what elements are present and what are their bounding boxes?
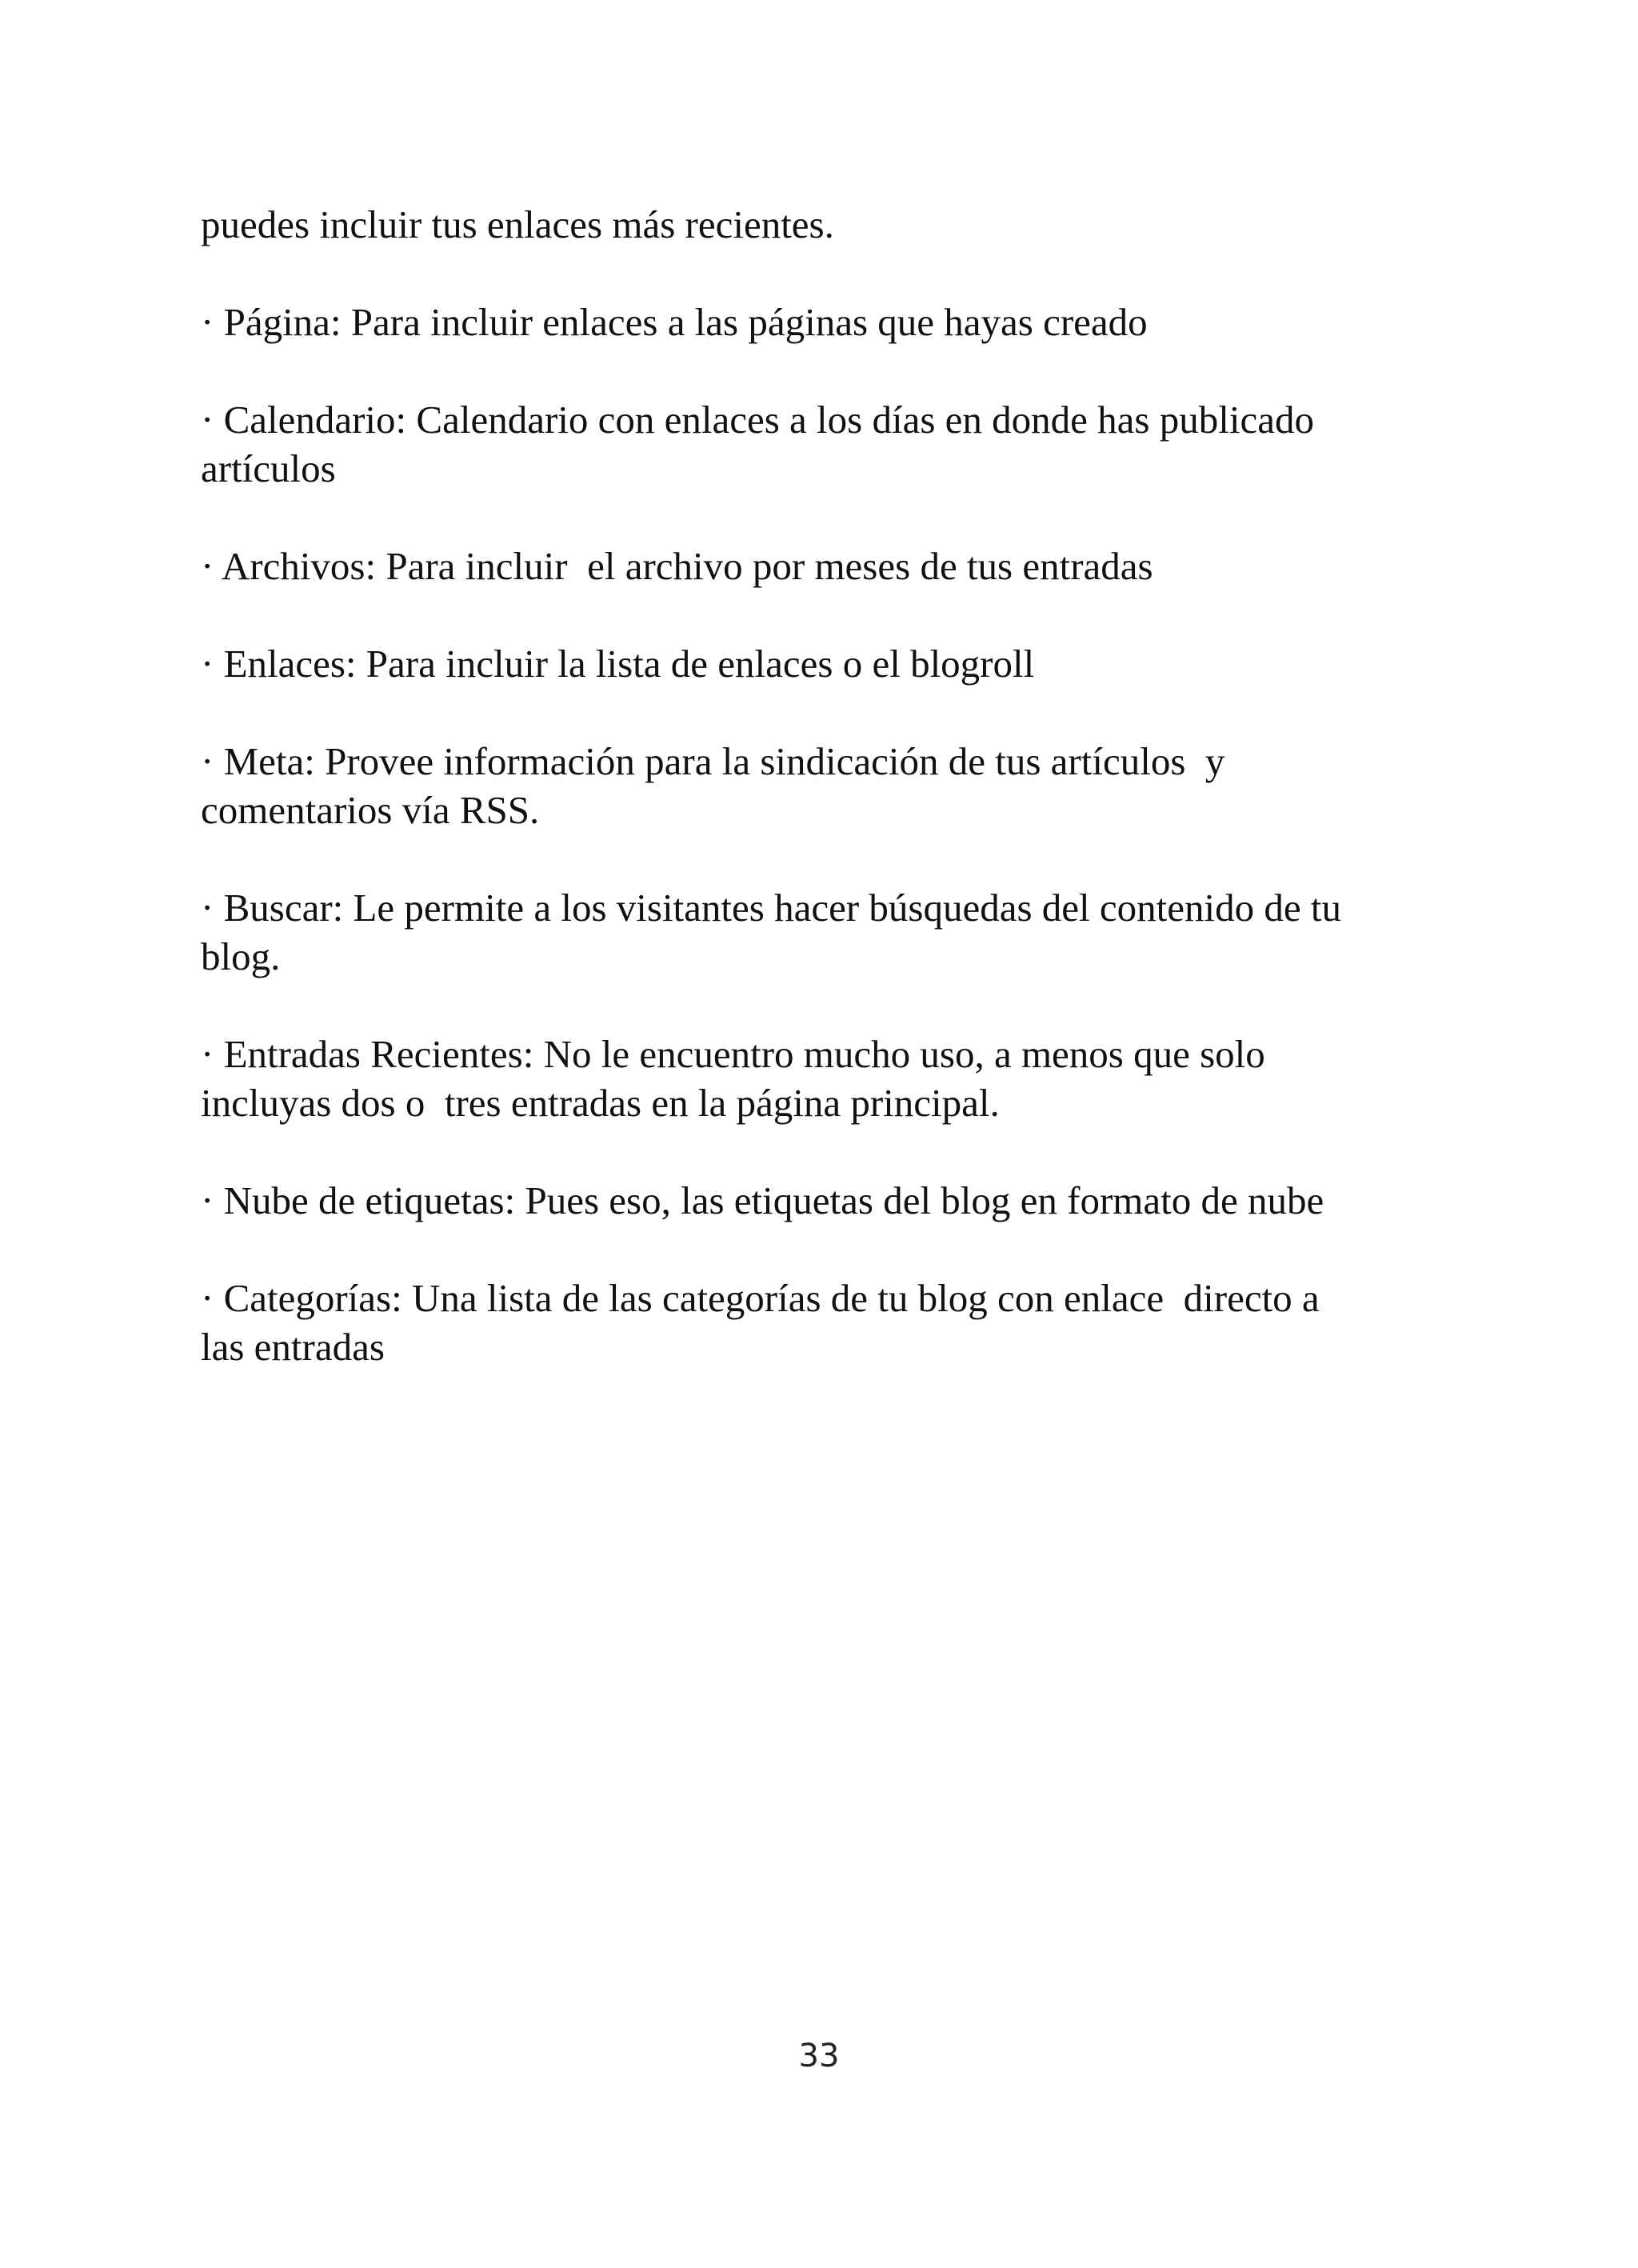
page-body-text bbox=[201, 200, 1448, 1420]
list-item-enlaces: · Enlaces: Para incluir la lista de enlaces o el blogroll bbox=[201, 642, 1035, 686]
list-item-buscar: · Buscar: Le permite a los visitantes hacer búsquedas del contenido de tu blog. bbox=[201, 886, 1342, 978]
list-item-calendario: · Calendario: Calendario con enlaces a los días en donde has publicado artículos bbox=[201, 398, 1314, 490]
list-item-meta: · Meta: Provee información para la sindicación de tus artículos y comentarios vía RSS. bbox=[201, 739, 1225, 832]
list-item-entradas-recientes: · Entradas Recientes: No le encuentro mucho uso, a menos que solo incluyas dos o tres entradas en la página principal. bbox=[201, 1032, 1265, 1125]
list-item-pagina: · Página: Para incluir enlaces a las páginas que hayas creado bbox=[201, 300, 1148, 344]
list-item-archivos: · Archivos: Para incluir el archivo por meses de tus entradas bbox=[201, 544, 1153, 588]
list-item-categorias: · Categorías: Una lista de las categorías de tu blog con enlace directo a las entradas bbox=[201, 1276, 1320, 1369]
page-number: 33 bbox=[798, 2038, 840, 2074]
paragraph-intro: puedes incluir tus enlaces más recientes. bbox=[201, 202, 834, 246]
list-item-nube-de-etiquetas: · Nube de etiquetas: Pues eso, las etiquetas del blog en formato de nube bbox=[201, 1178, 1324, 1222]
